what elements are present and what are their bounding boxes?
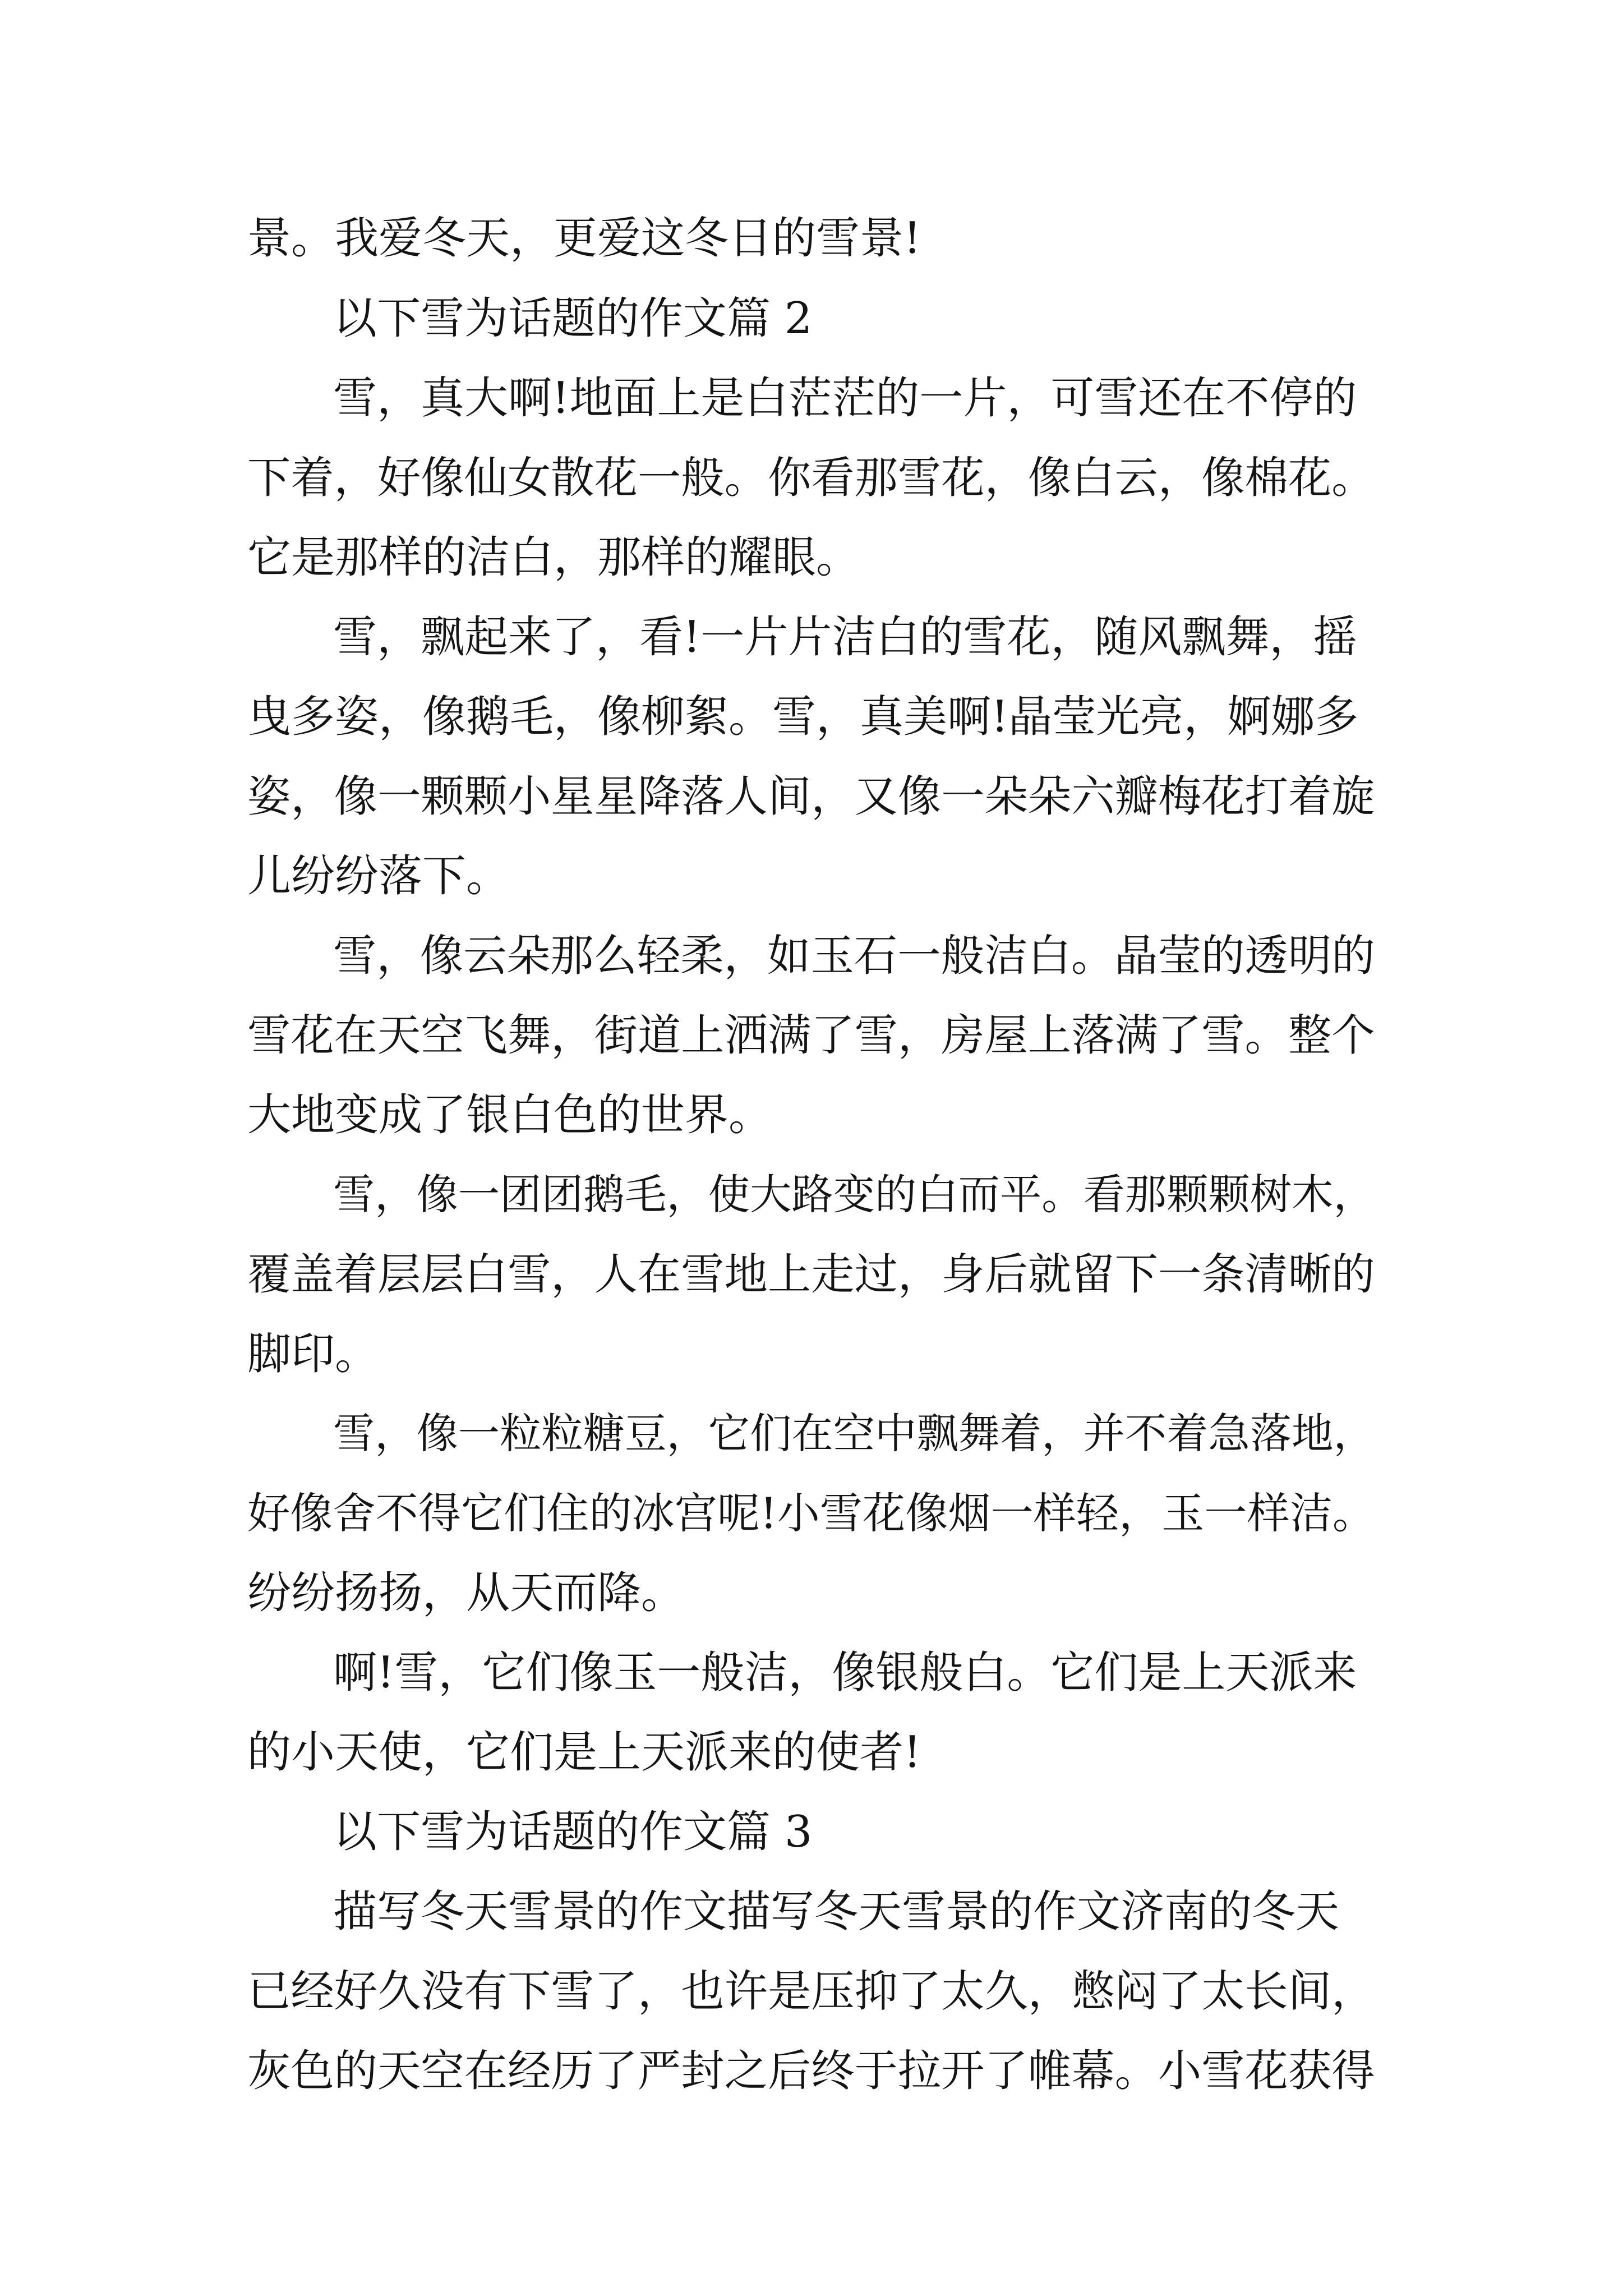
text-line: 纷纷扬扬，从天而降。 <box>247 1568 685 1618</box>
text-line: 它是那样的洁白，那样的耀眼。 <box>247 532 860 583</box>
text-line: 下着，好像仙女散花一般。你看那雪花，像白云，像棉花。 <box>247 453 1375 503</box>
paragraph-line: 雪，真大啊!地面上是白茫茫的一片，可雪还在不停的 <box>333 373 1357 424</box>
paragraph-line: 描写冬天雪景的作文描写冬天雪景的作文济南的冬天 <box>333 1887 1340 1937</box>
text-line: 覆盖着层层白雪，人在雪地上走过，身后就留下一条清晰的 <box>247 1249 1375 1300</box>
text-line: 好像舍不得它们住的冰宫呢!小雪花像烟一样轻，玉一样洁。 <box>247 1488 1376 1538</box>
paragraph-line: 啊!雪，它们像玉一般洁，像银般白。它们是上天派来 <box>333 1648 1357 1698</box>
text-line: 已经好久没有下雪了，也许是压抑了太久，憋闷了太长间， <box>247 1966 1375 2017</box>
text-line: 雪花在天空飞舞，街道上洒满了雪，房屋上落满了雪。整个 <box>247 1010 1375 1061</box>
paragraph-line: 雪，像云朵那么轻柔，如玉石一般洁白。晶莹的透明的 <box>333 931 1375 981</box>
paragraph-line: 雪，像一粒粒糖豆，它们在空中飘舞着，并不着急落地， <box>333 1409 1375 1458</box>
text-line: 景。我爱冬天，更爱这冬日的雪景! <box>247 213 921 264</box>
section-heading: 以下雪为话题的作文篇 3 <box>333 1807 813 1857</box>
paragraph-line: 雪，像一团团鹅毛，使大路变的白而平。看那颗颗树木， <box>333 1170 1375 1219</box>
text-line: 儿纷纷落下。 <box>247 851 510 901</box>
text-line: 大地变成了银白色的世界。 <box>247 1090 773 1140</box>
paragraph-line: 雪，飘起来了，看!一片片洁白的雪花，随风飘舞，摇 <box>333 612 1357 662</box>
text-line: 脚印。 <box>247 1329 379 1379</box>
text-line: 灰色的天空在经历了严封之后终于拉开了帷幕。小雪花获得 <box>247 2046 1375 2096</box>
text-line: 曳多姿，像鹅毛，像柳絮。雪，真美啊!晶莹光亮，婀娜多 <box>247 692 1359 742</box>
text-line: 姿，像一颗颗小星星降落人间，又像一朵朵六瓣梅花打着旋 <box>247 771 1375 822</box>
section-heading: 以下雪为话题的作文篇 2 <box>333 293 813 344</box>
text-line: 的小天使，它们是上天派来的使者! <box>247 1727 921 1778</box>
